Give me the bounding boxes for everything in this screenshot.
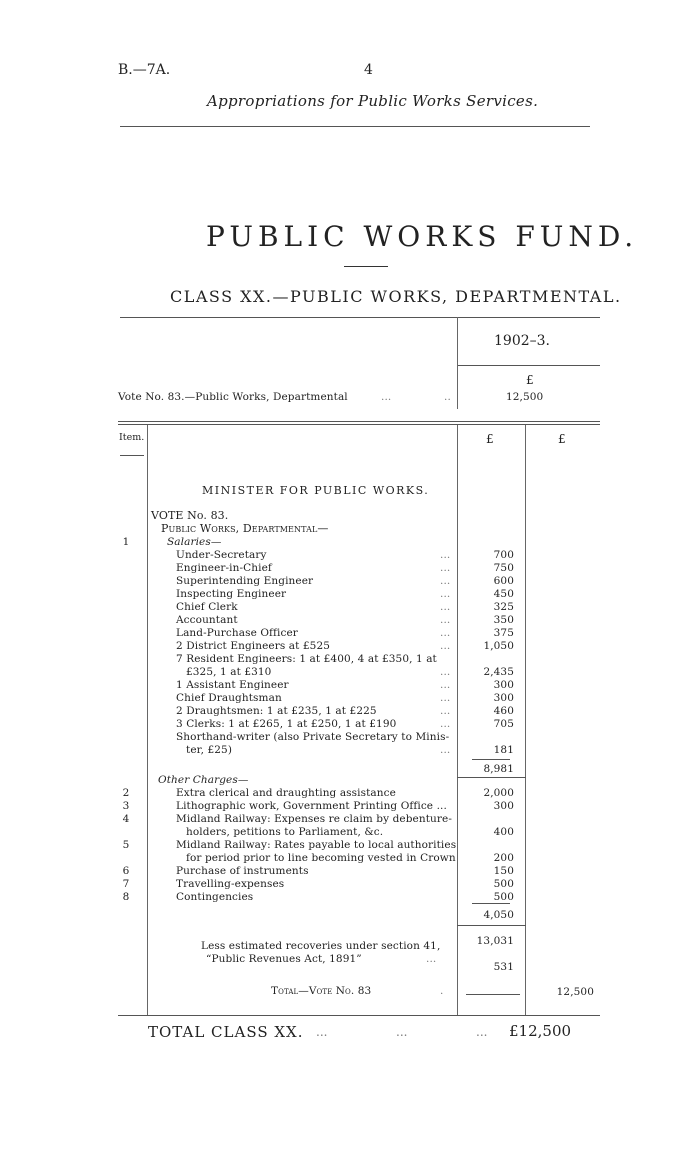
total-class-dots-2: ...	[396, 1025, 408, 1039]
salary-amount: 300	[493, 692, 514, 704]
summary-year-rule	[458, 365, 600, 366]
total-vote-rule	[466, 994, 520, 995]
other-charge-amount: 2,000	[483, 787, 514, 799]
salary-amount: 375	[493, 627, 514, 639]
leader-dots: ...	[440, 627, 451, 639]
total-vote-amount: 12,500	[556, 986, 594, 998]
other-charge-line: for period prior to line becoming vested in Crown	[186, 852, 456, 864]
other-charges-label: Other Charges—	[158, 774, 249, 786]
other-charge-line: Purchase of instruments	[176, 865, 309, 877]
item-column-rule	[147, 425, 148, 1015]
leader-dots: ...	[440, 575, 451, 587]
total-class-rule	[118, 1015, 600, 1016]
leader-dots: ...	[440, 588, 451, 600]
other-charges-total: 4,050	[483, 909, 514, 921]
salary-amount: 460	[493, 705, 514, 717]
salary-line: 1 Assistant Engineer	[176, 679, 289, 691]
vote-dots: ...	[381, 391, 392, 403]
vote-dots-2: ..	[444, 391, 451, 403]
item-number: 3	[122, 800, 130, 812]
other-charge-line: Midland Railway: Expenses re claim by debenture-	[176, 813, 452, 825]
salaries-subtotal-rule	[472, 759, 510, 760]
salaries-item-number: 1	[122, 536, 130, 548]
salary-line: 2 District Engineers at £525	[176, 640, 330, 652]
salary-amount: 300	[493, 679, 514, 691]
salary-line: 2 Draughtsmen: 1 at £235, 1 at £225	[176, 705, 377, 717]
other-charge-amount: 150	[493, 865, 514, 877]
salary-line: 7 Resident Engineers: 1 at £400, 4 at £350, 1 at	[176, 653, 437, 665]
leader-dots: ...	[440, 640, 451, 652]
salary-line: £325, 1 at £310	[186, 666, 272, 678]
leader-dots: ...	[440, 549, 451, 561]
salary-amount: 350	[493, 614, 514, 626]
vote-amount: 12,500	[506, 391, 544, 403]
report-ref: B.—7A.	[118, 62, 171, 78]
total-vote-dots: .	[440, 985, 444, 997]
summary-currency: £	[526, 373, 534, 387]
page-number: 4	[364, 62, 373, 78]
item-number: 6	[122, 865, 130, 877]
other-charge-amount: 300	[493, 800, 514, 812]
fund-title: PUBLIC WORKS FUND.	[206, 220, 639, 253]
header-rule	[120, 126, 590, 127]
leader-dots: ...	[440, 744, 451, 756]
vote-label: Vote No. 83.—Public Works, Departmental	[118, 391, 348, 403]
total-vote-label: Total—Vote No. 83	[271, 985, 372, 997]
salary-amount: 600	[493, 575, 514, 587]
leader-dots: ...	[440, 614, 451, 626]
salary-line: Superintending Engineer	[176, 575, 314, 587]
salary-line: Inspecting Engineer	[176, 588, 287, 600]
leader-dots: ...	[440, 601, 451, 613]
item-number: 7	[122, 878, 130, 890]
salaries-subtotal: 8,981	[483, 763, 514, 775]
other-total-bottom-rule	[457, 925, 526, 926]
salary-amount: 700	[493, 549, 514, 561]
col1-right-rule	[525, 425, 526, 1015]
salaries-total-rule	[457, 777, 526, 778]
salary-line: ter, £25)	[186, 744, 233, 756]
salary-line: Chief Clerk	[176, 601, 238, 613]
salary-line: Shorthand-writer (also Private Secretary to Minis-	[176, 731, 450, 743]
other-charge-line: holders, petitions to Parliament, &c.	[186, 826, 384, 838]
salary-line: Under-Secretary	[176, 549, 267, 561]
col1-left-rule	[457, 425, 458, 1015]
col2-header: £	[558, 432, 566, 446]
table-top-rule-2	[118, 424, 600, 425]
leader-dots: ...	[440, 562, 451, 574]
title-rule	[344, 266, 388, 267]
salary-amount: 705	[493, 718, 514, 730]
salary-amount: 750	[493, 562, 514, 574]
vote-number: VOTE No. 83.	[151, 509, 229, 522]
summary-year: 1902–3.	[494, 333, 550, 349]
recoveries-line-1: Less estimated recoveries under section 41,	[201, 940, 441, 952]
class-title: CLASS XX.—PUBLIC WORKS, DEPARTMENTAL.	[170, 287, 622, 306]
salary-line: Engineer-in-Chief	[176, 562, 272, 574]
other-charge-amount: 500	[493, 891, 514, 903]
col1-header: £	[486, 432, 494, 446]
leader-dots: ...	[440, 692, 451, 704]
table-top-rule-1	[118, 421, 600, 422]
total-class-dots-1: ...	[316, 1025, 328, 1039]
salary-amount: 2,435	[483, 666, 514, 678]
other-charge-line: Midland Railway: Rates payable to local authorities	[176, 839, 457, 851]
other-charge-amount: 500	[493, 878, 514, 890]
total-class-label: TOTAL CLASS XX.	[148, 1023, 304, 1041]
vote-title: Public Works, Departmental—	[161, 522, 329, 535]
total-class-dots-3: ...	[476, 1025, 488, 1039]
gross-total: 13,031	[476, 935, 514, 947]
salary-line: 3 Clerks: 1 at £265, 1 at £250, 1 at £190	[176, 718, 397, 730]
item-number: 2	[122, 787, 130, 799]
salary-line: Chief Draughtsman	[176, 692, 282, 704]
item-header-rule	[120, 455, 144, 456]
other-charge-line: Contingencies	[176, 891, 254, 903]
minister-heading: MINISTER FOR PUBLIC WORKS.	[202, 484, 430, 497]
salaries-label: Salaries—	[167, 536, 222, 548]
salary-line: Accountant	[176, 614, 238, 626]
other-charge-line: Extra clerical and draughting assistance	[176, 787, 396, 799]
item-number: 5	[122, 839, 130, 851]
salary-amount: 450	[493, 588, 514, 600]
leader-dots: ...	[440, 705, 451, 717]
salary-amount: 1,050	[483, 640, 514, 652]
item-number: 4	[122, 813, 130, 825]
other-charge-amount: 400	[493, 826, 514, 838]
running-title: Appropriations for Public Works Services.	[207, 92, 539, 110]
other-charge-amount: 200	[493, 852, 514, 864]
total-class-amount: £12,500	[509, 1022, 572, 1040]
recoveries-line-2: “Public Revenues Act, 1891”	[206, 953, 362, 965]
item-header: Item.	[119, 432, 145, 443]
salary-line: Land-Purchase Officer	[176, 627, 298, 639]
summary-divider	[457, 317, 458, 409]
salary-amount: 181	[493, 744, 514, 756]
other-total-rule	[472, 903, 510, 904]
leader-dots: ...	[440, 679, 451, 691]
recoveries-amount: 531	[493, 961, 514, 973]
recoveries-dots: ...	[426, 953, 437, 965]
other-charge-line: Travelling-expenses	[176, 878, 285, 890]
other-charge-line: Lithographic work, Government Printing Office ...	[176, 800, 447, 812]
leader-dots: ...	[440, 666, 451, 678]
salary-amount: 325	[493, 601, 514, 613]
item-number: 8	[122, 891, 130, 903]
summary-top-rule	[120, 317, 600, 318]
leader-dots: ...	[440, 718, 451, 730]
